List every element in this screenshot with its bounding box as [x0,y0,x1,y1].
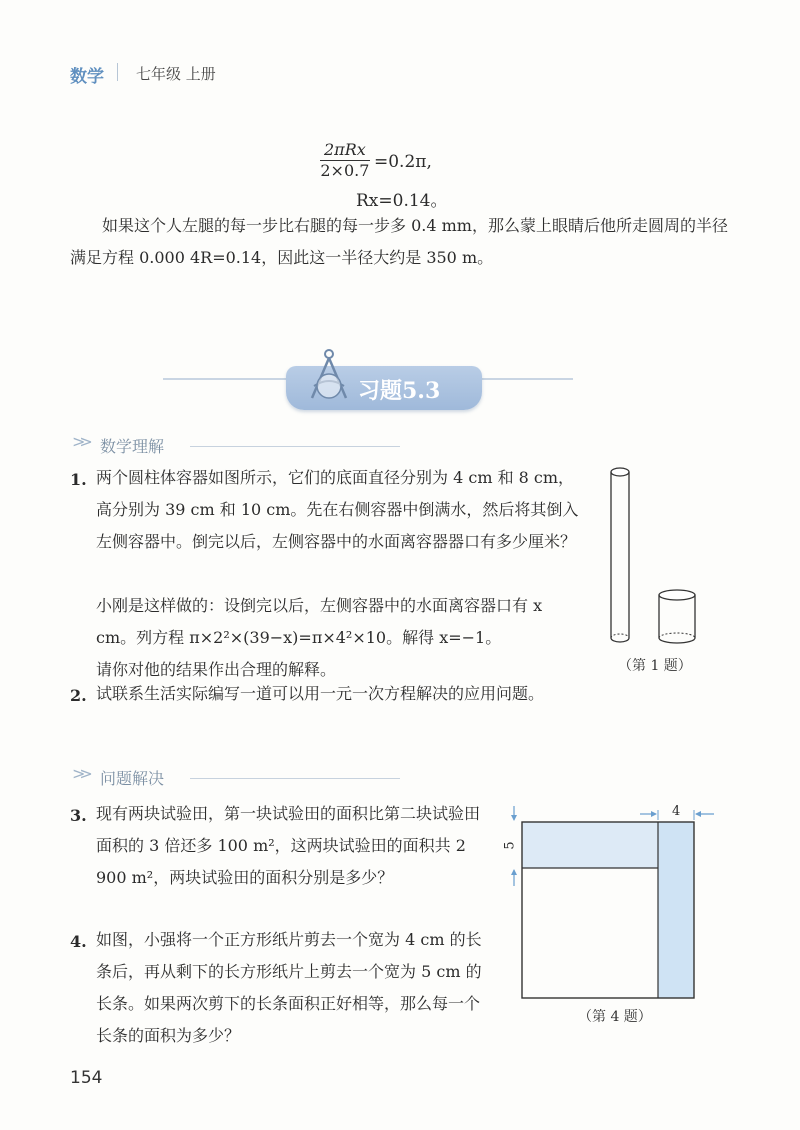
subsection-header-understanding: 数学理解 [100,437,165,456]
dimension-label-height: 5 [502,841,518,850]
section-title: 习题5.3 [358,378,441,404]
chevron-right-icon: >> [72,764,87,783]
equation-2: Rx=0.14。 [356,191,448,211]
subsection-rule [190,778,400,779]
question-number-1: 1. [70,470,87,489]
tall-cylinder [611,468,629,642]
question-2-text: 试联系生活实际编写一道可以用一元一次方程解决的应用问题。 [96,684,545,703]
question-number-4: 4. [70,932,87,951]
figure-1-cylinders [600,460,710,650]
subsection-header-problem-solving: 问题解决 [100,769,165,788]
dimension-label-width: 4 [672,804,681,819]
fraction-denominator: 2×0.7 [320,161,370,180]
page-number: 154 [70,1068,103,1088]
question-number-3: 3. [70,806,87,825]
equation-fraction [320,140,370,181]
header-divider [117,63,118,81]
question-1-text: 两个圆柱体容器如图所示，它们的底面直径分别为 4 cm 和 8 cm，高分别为 39 cm 和 10 cm。先在右侧容器中倒满水，然后将其倒入左侧容器中。倒完以后，左侧容器中的水面离容器器口有多少厘米？ [96,468,579,551]
question-4-text: 如图，小强将一个正方形纸片剪去一个宽为 4 cm 的长条后，再从剩下的长方形纸片上剪去一个宽为 5 cm 的长条。如果两次剪下的长条面积正好相等，那么每一个长条的面积为多少？ [96,930,482,1045]
paragraph-conclusion: 如果这个人左腿的每一步比右腿的每一步多 0.4 mm，那么蒙上眼睛后他所走圆周的半径满足方程 0.000 4R=0.14，因此这一半径大约是 350 m。 [70,216,728,267]
figure-4-square [500,800,725,1005]
compass-icon [304,346,354,408]
question-3-text: 现有两块试验田，第一块试验田的面积比第二块试验田面积的 3 倍还多 100 m²，这两块试验田的面积共 2 900 m²，两块试验田的面积分别是多少？ [96,804,481,887]
short-cylinder [659,590,695,643]
question-1-solution: 小刚是这样做的：设倒完以后，左侧容器中的水面离容器口有 x cm。列方程 π×2²×(39−x)=π×4²×10。解得 x=−1。 [96,596,543,647]
question-number-2: 2. [70,686,87,705]
banner-line-right [478,378,573,380]
fraction-numerator: 2πRx [320,140,370,161]
banner-line-left [163,378,293,380]
header-subject: 数学 [70,67,104,87]
subsection-rule [190,446,400,447]
question-1-prompt: 请你对他的结果作出合理的解释。 [96,660,337,679]
strip-vertical [658,822,694,998]
strip-horizontal [522,822,658,868]
figure-1-caption: （第 1 题） [618,658,692,674]
chevron-right-icon: >> [72,432,87,451]
equation-1-rhs: =0.2π, [374,152,432,172]
header-book-title: 七年级 上册 [136,65,216,83]
figure-4-caption: （第 4 题） [578,1009,652,1025]
